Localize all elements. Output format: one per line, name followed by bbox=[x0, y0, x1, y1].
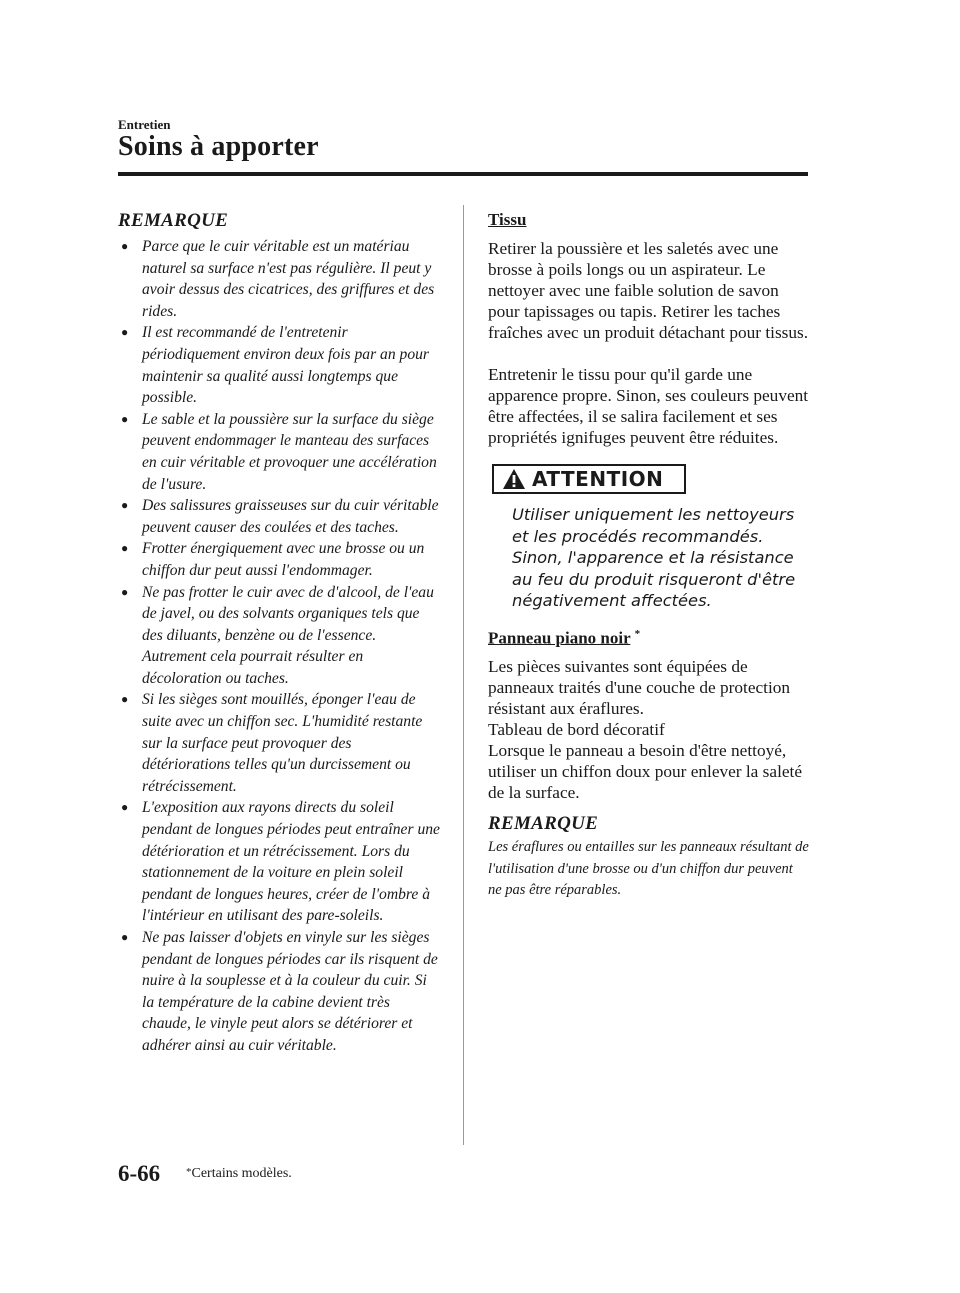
attention-label: ATTENTION bbox=[532, 467, 664, 491]
bullet-icon: ● bbox=[121, 498, 129, 513]
bullet-icon: ● bbox=[121, 930, 129, 944]
footnote-text: Certains modèles. bbox=[191, 1166, 292, 1181]
note-heading: REMARQUE bbox=[488, 813, 599, 835]
note-list bbox=[118, 236, 440, 1057]
bullet-icon: ● bbox=[121, 584, 129, 599]
note-item-text: L'exposition aux rayons directs du soleil pendant de longues périodes peut entraîner une détérioration et un rétrécissement. Lors du stationnement de la voiture en plein soleil pendant de longues heures, créer de l'ombre à l'intérieur en utilisant des pare-soleils. bbox=[142, 799, 440, 925]
note-item-text: Frotter énergiquement avec une brosse ou un chiffon dur peut aussi l'endommager. bbox=[142, 540, 425, 579]
note-item-text: Ne pas frotter le cuir avec de d'alcool, de l'eau de javel, ou des solvants organiques tels que des diluants, benzène ou de l'essence. Autrement cela pourrait résulter en décoloration ou taches. bbox=[142, 583, 434, 687]
note-item bbox=[118, 582, 440, 690]
note-item bbox=[118, 322, 440, 408]
asterisk-icon: * bbox=[634, 627, 641, 640]
bullet-icon: ● bbox=[121, 800, 129, 815]
note-item-text: Si les sièges sont mouillés, éponger l'eau de suite avec un chiffon sec. L'humidité restante sur la surface peut provoquer des détériorations telles qu'un durcissement ou rétrécissement. bbox=[142, 691, 423, 795]
bullet-icon: ● bbox=[121, 411, 129, 426]
warning-triangle-icon bbox=[502, 468, 526, 490]
note-item bbox=[118, 689, 440, 797]
note-heading: REMARQUE bbox=[118, 210, 229, 231]
asterisk-icon: * bbox=[186, 1166, 192, 1178]
bullet-icon: ● bbox=[121, 692, 129, 707]
tissu-heading: Tissu bbox=[488, 210, 527, 229]
bullet-icon: ● bbox=[121, 325, 129, 340]
piano-paragraph-1: Les pièces suivantes sont équipées de panneaux traités d'une couche de protection résistant aux éraflures. bbox=[488, 657, 791, 719]
note-item-text: Des salissures graisseuses sur du cuir véritable peuvent causer des coulées et des taches. bbox=[142, 497, 439, 536]
note-text: Les éraflures ou entailles sur les panneaux résultant de l'utilisation d'une brosse ou d'un chiffon dur peuvent ne pas être réparables. bbox=[488, 839, 809, 899]
piano-heading bbox=[488, 628, 810, 649]
note-item bbox=[118, 797, 440, 927]
note-item bbox=[118, 495, 440, 538]
right-column bbox=[488, 210, 810, 902]
footnote bbox=[186, 1166, 292, 1182]
left-column bbox=[118, 210, 440, 1057]
note-item-text: Ne pas laisser d'objets en vinyle sur les sièges pendant de longues périodes car ils risquent de nuire à la souplesse et à la couleur du cuir. Si la température de la cabine devient très chaude, le vinyle peut alors se détériorer et adhérer ainsi au cuir véritable. bbox=[142, 929, 438, 1054]
bullet-icon: ● bbox=[121, 541, 129, 556]
note-item bbox=[118, 927, 440, 1057]
column-divider bbox=[463, 205, 464, 1145]
title-rule bbox=[118, 172, 808, 176]
note-item bbox=[118, 409, 440, 495]
note-item bbox=[118, 236, 440, 322]
note-item-text: Le sable et la poussière sur la surface du siège peuvent endommager le manteau des surfaces en cuir véritable et provoquer une accélération de l'usure. bbox=[142, 410, 437, 493]
section-label: Entretien bbox=[118, 117, 171, 132]
note-item-text: Il est recommandé de l'entretenir périodiquement environ deux fois par an pour maintenir sa qualité aussi longtemps que possible. bbox=[142, 324, 429, 407]
page-title: Soins à apporter bbox=[118, 131, 319, 162]
attention-box bbox=[492, 464, 686, 494]
piano-heading-text: Panneau piano noir bbox=[488, 628, 631, 648]
piano-paragraph-2: Tableau de bord décoratif bbox=[488, 720, 665, 740]
tissu-paragraph-1: Retirer la poussière et les saletés avec une brosse à poils longs ou un aspirateur. Le nettoyer avec une faible solution de savon pour tapissages ou tapis. Retirer les taches fraîches avec un produit détachant pour tissus. bbox=[488, 239, 809, 342]
tissu-paragraph-2: Entretenir le tissu pour qu'il garde une apparence propre. Sinon, ses couleurs peuvent être affectées, il se salira facilement et ses propriétés ignifuges peuvent être réduites. bbox=[488, 365, 809, 447]
note-item-text: Parce que le cuir véritable est un matériau naturel sa surface n'est pas régulière. Il peut y avoir dessus des cicatrices, des griffures et des rides. bbox=[142, 238, 435, 320]
note-item bbox=[118, 538, 440, 581]
spacer bbox=[488, 343, 810, 364]
bullet-icon: ● bbox=[121, 239, 129, 253]
attention-text: Utiliser uniquement les nettoyeurs et les procédés recommandés. Sinon, l'apparence et la résistance au feu du produit risqueront d'être négativement affectées. bbox=[512, 505, 796, 610]
piano-paragraph-3: Lorsque le panneau a besoin d'être nettoyé, utiliser un chiffon doux pour enlever la saleté de la surface. bbox=[488, 741, 803, 803]
page-number: 6-66 bbox=[118, 1161, 161, 1186]
